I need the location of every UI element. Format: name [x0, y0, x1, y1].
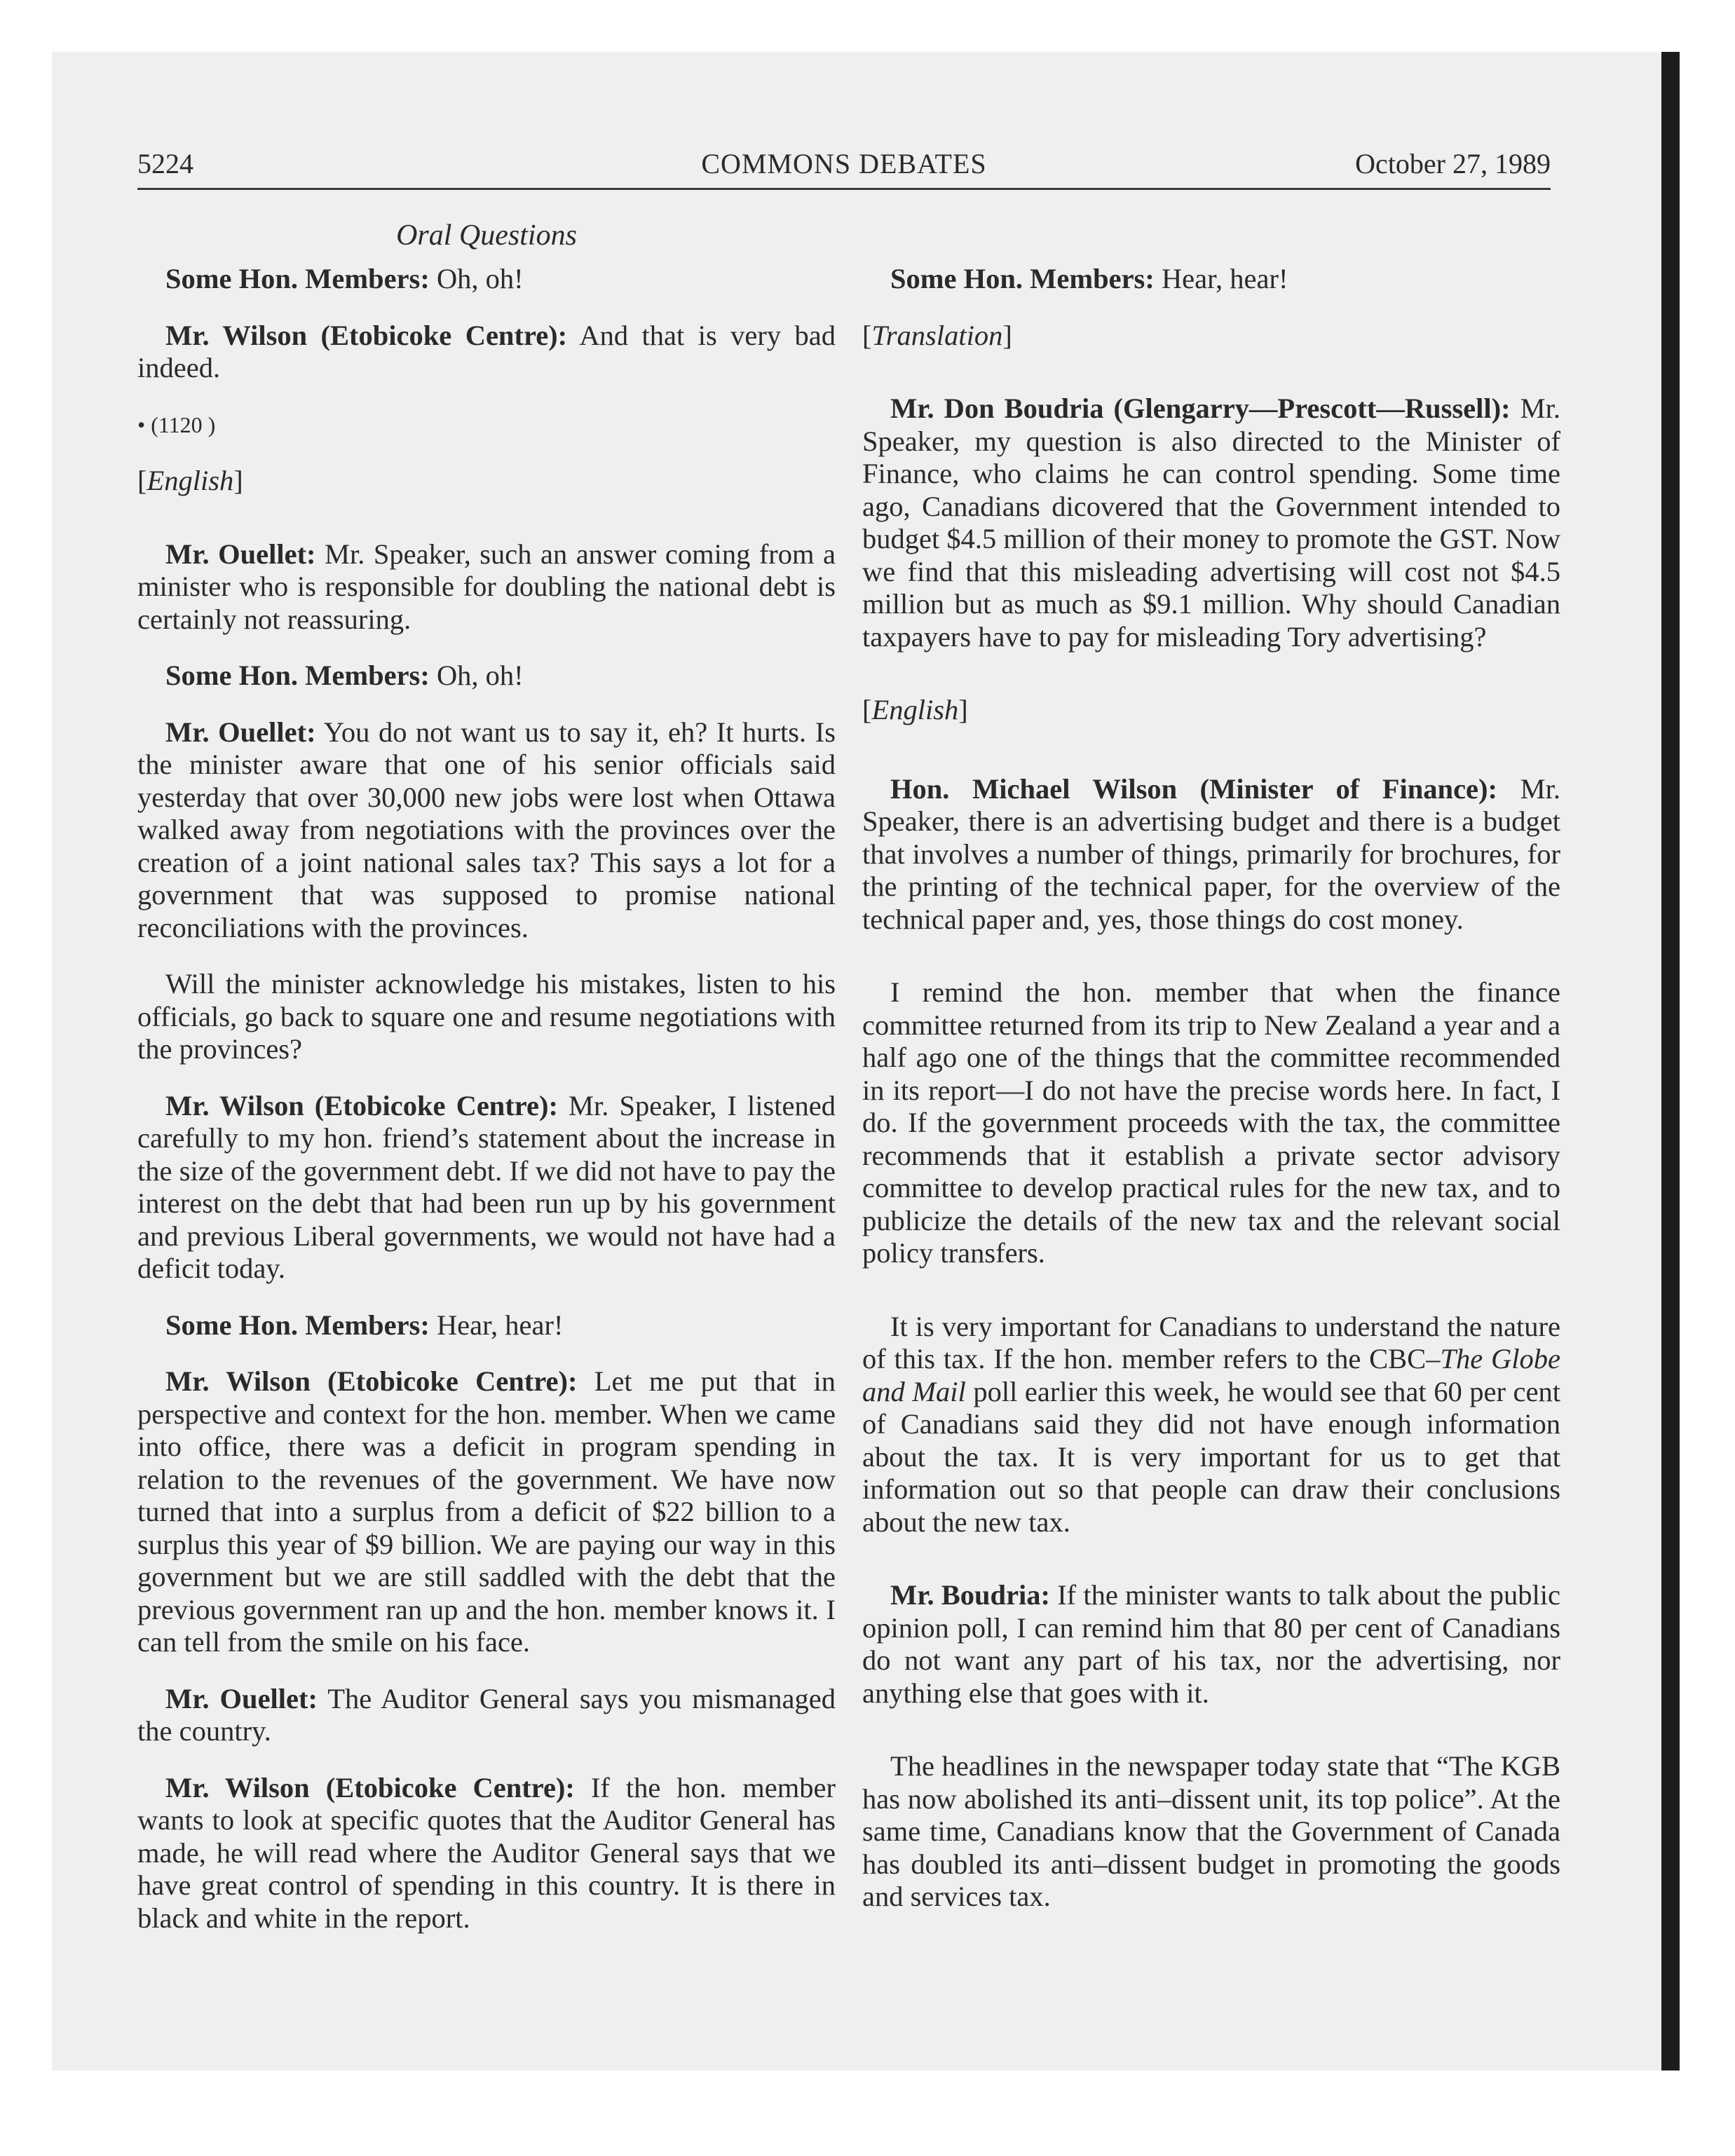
speech-text: The headlines in the newspaper today state that “The KGB has now abolished its anti–dissent unit, its top police”. At the same time, Canadians know that the Government of Canada has doubled its anti–dissent budget in promoting the goods and services tax. — [862, 1750, 1560, 1912]
bracket-close: ] — [958, 694, 968, 725]
bracket-open: [ — [862, 319, 872, 351]
paragraph — [862, 263, 1560, 296]
running-header — [137, 140, 1551, 179]
speaker-name: Hon. Michael Wilson (Minister of Finance): — [890, 772, 1498, 805]
speech-text: Oh, oh! — [429, 660, 524, 691]
speech-text: Hear, hear! — [1154, 263, 1288, 294]
paragraph — [137, 538, 836, 636]
language-label: Translation — [871, 319, 1003, 351]
language-tag — [137, 465, 836, 498]
left-column — [137, 263, 836, 1958]
paragraph — [137, 263, 836, 296]
speech-text: Oh, oh! — [429, 263, 524, 294]
header-rule — [137, 188, 1551, 190]
right-column — [862, 263, 1560, 1937]
speech-text: Mr. Speaker, there is an advertising budget and there is a budget that involves a number of things, primarily for brochures, for the printing of the technical paper, for the overview of the technical paper and, yes, those things do cost money. — [862, 772, 1560, 935]
page-number: 5224 — [137, 148, 193, 179]
paragraph — [137, 968, 836, 1066]
speech-text: If the hon. member wants to look at specific quotes that the Auditor General has made, he will read where the Auditor General says that we have great control of spending in this country. It is there in black and white in the report. — [137, 1771, 836, 1934]
speech-text: I remind the hon. member that when the finance committee returned from its trip to New Zealand a year and a half ago one of the things that the committee recommended in its report—I do not have the precise words here. In fact, I do. If the government proceeds with the tax, the committee recommends that it establish a private sector advisory committee to develop practical rules for the new tax, and to publicize the details of the new tax and the relevant social policy transfers. — [862, 976, 1560, 1269]
paragraph — [137, 1309, 836, 1342]
paragraph — [137, 320, 836, 385]
speaker-name: Mr. Ouellet: — [165, 716, 316, 748]
speech-text: poll earlier this week, he would see that 60 per cent of Canadians said they did not have enough information about the tax. It is very important for us to get that information out so that people can draw their conclusions about the new tax. — [862, 1375, 1560, 1538]
speaker-name: Mr. Boudria: — [890, 1579, 1051, 1611]
bracket-open: [ — [137, 465, 147, 496]
paragraph — [862, 773, 1560, 936]
paragraph — [862, 1750, 1560, 1913]
speaker-name: Mr. Ouellet: — [165, 538, 316, 570]
paragraph — [137, 660, 836, 692]
speech-text: Will the minister acknowledge his mistakes, listen to his officials, go back to square one and resume negotiations with the provinces? — [137, 968, 836, 1065]
speaker-name: Mr. Wilson (Etobicoke Centre): — [165, 1089, 558, 1121]
language-tag — [862, 320, 1560, 353]
bracket-close: ] — [1002, 319, 1012, 351]
speech-text: It is very important for Canadians to understand the nature of this tax. If the hon. member refers to the CBC– — [862, 1310, 1560, 1374]
speech-text: You do not want us to say it, eh? It hurts. Is the minister aware that one of his senior officials said yesterday that over 30,000 new jobs were lost when Ottawa walked away from negotiations with the provinces over the creation of a joint national sales tax? This says a lot for a government that was supposed to promise national reconciliations with the provinces. — [137, 716, 836, 943]
language-label: English — [871, 694, 959, 725]
speaker-name: Some Hon. Members: — [890, 263, 1155, 294]
paragraph — [137, 1090, 836, 1285]
speaker-name: Mr. Wilson (Etobicoke Centre): — [165, 1365, 578, 1397]
speech-text: The Auditor General says you mismanaged the country. — [137, 1682, 836, 1747]
paragraph — [862, 393, 1560, 653]
speech-text: Let me put that in perspective and context for the hon. member. When we came into office, there was a deficit in program spending in relation to the revenues of the government. We have now turned that into a surplus from a deficit of $22 billion to a surplus this year of $9 billion. We are paying our way in this government but we are still saddled with the debt that the previous government ran up and the hon. member knows it. I can tell from the smile on his face. — [137, 1365, 836, 1658]
paragraph — [862, 1311, 1560, 1539]
language-tag — [862, 694, 1560, 727]
speech-text: Hear, hear! — [429, 1309, 564, 1341]
speaker-name: Some Hon. Members: — [165, 263, 430, 294]
section-title: Oral Questions — [396, 219, 577, 252]
speech-text: Mr. Speaker, my question is also directed to the Minister of Finance, who claims he can control spending. Some time ago, Canadians dicovered that the Government intended to budget $4.5 million of their money to promote the GST. Now we find that this misleading advertising will cost not $4.5 million but as much as $9.1 million. Why should Canadian taxpayers have to pay for misleading Tory advertising? — [862, 393, 1561, 653]
bracket-close: ] — [233, 465, 243, 496]
time-marker: • (1120 ) — [137, 411, 216, 437]
publication-title: COMMONS DEBATES — [701, 148, 987, 179]
speaker-name: Mr. Don Boudria (Glengarry—Prescott—Russell): — [890, 393, 1511, 424]
paragraph — [862, 976, 1560, 1270]
bracket-open: [ — [862, 694, 872, 725]
speech-text: Mr. Speaker, I listened carefully to my hon. friend’s statement about the increase in the size of the government debt. If we did not have to pay the interest on the debt that had been run up by his government and previous Liberal governments, we would not have had a deficit today. — [137, 1089, 836, 1284]
speaker-name: Mr. Wilson (Etobicoke Centre): — [165, 1771, 575, 1803]
speaker-name: Mr. Ouellet: — [165, 1682, 318, 1714]
paragraph — [862, 1579, 1560, 1710]
speaker-name: Mr. Wilson (Etobicoke Centre): — [165, 319, 568, 351]
newspaper-title: The Globe and Mail — [862, 1343, 1560, 1407]
speaker-name: Some Hon. Members: — [165, 1309, 430, 1341]
paragraph — [137, 1772, 836, 1935]
scan-edge-shadow — [1661, 52, 1680, 2070]
speech-text: If the minister wants to talk about the public opinion poll, I can remind him that 80 per cent of Canadians do not want any part of his tax, nor the advertising, nor anything else that goes with it. — [862, 1579, 1561, 1709]
publication-date: October 27, 1989 — [1355, 148, 1551, 179]
language-label: English — [147, 465, 234, 496]
speaker-name: Some Hon. Members: — [165, 660, 430, 691]
paragraph — [137, 1683, 836, 1748]
paragraph — [137, 1365, 836, 1659]
speech-text: And that is very bad indeed. — [137, 319, 836, 383]
speech-text: Mr. Speaker, such an answer coming from a minister who is responsible for doubling the national debt is certainly not reassuring. — [137, 538, 836, 635]
paragraph — [137, 716, 836, 945]
